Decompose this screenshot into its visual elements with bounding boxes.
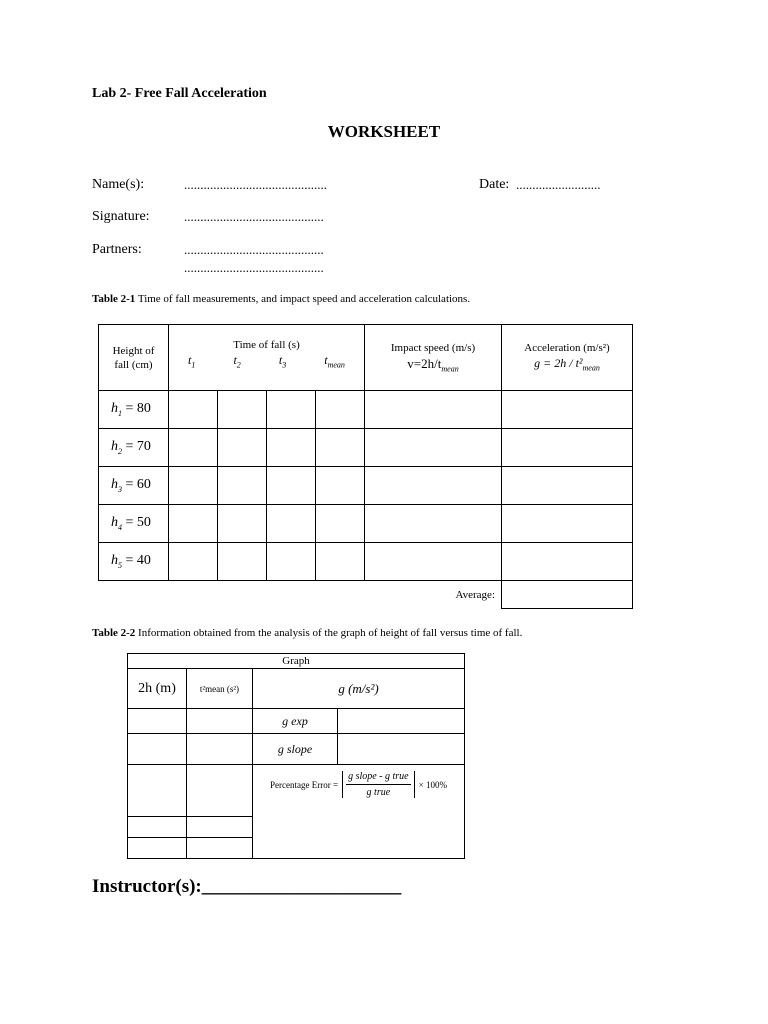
table-row — [99, 391, 633, 429]
g-exp-label: g exp — [253, 709, 338, 734]
table-row — [99, 505, 633, 543]
table-2-2 — [127, 653, 465, 859]
pe-numerator: g slope - g true — [346, 771, 411, 785]
partners-field-1[interactable]: ........................................... — [184, 242, 324, 257]
instructor-field[interactable]: _____________________ — [201, 876, 402, 897]
date-label: Date: — [479, 177, 510, 192]
cell-t2[interactable] — [218, 543, 267, 581]
g-slope-label: g slope — [253, 734, 338, 765]
cell-impact[interactable] — [365, 429, 502, 467]
cell-t3[interactable] — [267, 543, 316, 581]
lab-title: Lab 2- Free Fall Acceleration — [92, 86, 267, 101]
col-2h-header: 2h (m) — [128, 669, 187, 709]
cell-t1[interactable] — [169, 429, 218, 467]
names-field[interactable]: ............................................ — [184, 177, 327, 192]
cell-t3[interactable] — [267, 505, 316, 543]
cell-t1[interactable] — [169, 467, 218, 505]
average-label: Average: — [455, 588, 495, 601]
cell-accel[interactable] — [502, 467, 633, 505]
cell-tmean[interactable] — [316, 391, 365, 429]
cell-t2[interactable] — [218, 391, 267, 429]
cell-2h[interactable] — [128, 838, 187, 859]
cell-tmean-sq[interactable] — [187, 817, 253, 838]
pe-denominator: g true — [366, 787, 391, 798]
height-cell-4: $h_4 = 50$ — [99, 505, 169, 543]
height-cell-2: $h_2 = 70$ — [99, 429, 169, 467]
cell-t3[interactable] — [267, 467, 316, 505]
cell-tmean[interactable] — [316, 429, 365, 467]
table1-caption — [92, 293, 470, 305]
cell-accel[interactable] — [502, 391, 633, 429]
table1-caption-bold: Table 2-1 — [92, 293, 136, 305]
cell-2h[interactable] — [128, 734, 187, 765]
cell-accel[interactable] — [502, 505, 633, 543]
cell-tmean-sq[interactable] — [187, 709, 253, 734]
cell-2h[interactable] — [128, 709, 187, 734]
instructor-line — [92, 876, 401, 898]
cell-2h[interactable] — [128, 817, 187, 838]
percentage-error-cell — [253, 765, 465, 859]
cell-t2[interactable] — [218, 429, 267, 467]
height-cell-1: $h_1 = 80$ — [99, 391, 169, 429]
table-row — [99, 543, 633, 581]
cell-tmean[interactable] — [316, 505, 365, 543]
cell-impact[interactable] — [365, 505, 502, 543]
table-row — [99, 467, 633, 505]
cell-t1[interactable] — [169, 391, 218, 429]
t2-symbol: $t_2$ — [233, 353, 241, 370]
pe-times: × 100% — [418, 779, 447, 790]
col-g-header: g (m/s²) — [253, 669, 465, 709]
table-row — [99, 429, 633, 467]
table2-caption-text: Information obtained from the analysis of the graph of height of fall versus time of fall. — [138, 627, 523, 639]
table2-caption-bold: Table 2-2 — [92, 627, 136, 639]
table-2-1 — [98, 324, 633, 609]
g-exp-value[interactable] — [338, 709, 465, 734]
pe-label: Percentage Error = — [270, 779, 339, 790]
cell-impact[interactable] — [365, 391, 502, 429]
cell-accel[interactable] — [502, 543, 633, 581]
instructor-label: Instructor(s): — [92, 876, 202, 897]
cell-t2[interactable] — [218, 505, 267, 543]
worksheet-title: WORKSHEET — [327, 122, 441, 141]
cell-tmean-sq[interactable] — [187, 838, 253, 859]
cell-t1[interactable] — [169, 543, 218, 581]
average-cell[interactable] — [502, 581, 633, 609]
cell-t1[interactable] — [169, 505, 218, 543]
names-label: Name(s): — [92, 177, 145, 192]
partners-field-2[interactable]: ........................................... — [184, 260, 324, 275]
tmean-symbol: $t_{mean}$ — [324, 353, 345, 370]
cell-tmean[interactable] — [316, 467, 365, 505]
signature-field[interactable]: ........................................... — [184, 209, 324, 224]
pe-fraction — [342, 771, 415, 798]
table1-caption-text: Time of fall measurements, and impact speed and acceleration calculations. — [137, 293, 471, 305]
col-tmean-header: t²mean (s²) — [187, 669, 253, 709]
t1-symbol: $t_1$ — [188, 353, 196, 370]
cell-accel[interactable] — [502, 429, 633, 467]
cell-impact[interactable] — [365, 467, 502, 505]
cell-t2[interactable] — [218, 467, 267, 505]
col-time-header: Time of fall (s) $t_1$ $t_2$ $t_3$ $t_{mean}$ — [169, 325, 365, 391]
g-slope-value[interactable] — [338, 734, 465, 765]
date-field[interactable]: .......................... — [516, 177, 601, 192]
col-impact-header: Impact speed (m/s) $v=2h/t_{mean}$ — [365, 325, 502, 391]
cell-t3[interactable] — [267, 429, 316, 467]
table2-caption — [92, 627, 522, 639]
cell-tmean-sq[interactable] — [187, 734, 253, 765]
t3-symbol: $t_3$ — [278, 353, 287, 370]
height-cell-3: $h_3 = 60$ — [99, 467, 169, 505]
col-accel-header: Acceleration (m/s²) $g = 2h / t^2_{mean}$ — [502, 325, 633, 391]
partners-label: Partners: — [92, 242, 142, 257]
height-cell-5: $h_5 = 40$ — [99, 543, 169, 581]
cell-t3[interactable] — [267, 391, 316, 429]
cell-impact[interactable] — [365, 543, 502, 581]
cell-2h[interactable] — [128, 765, 187, 817]
signature-label: Signature: — [92, 209, 150, 224]
cell-tmean[interactable] — [316, 543, 365, 581]
graph-header: Graph — [128, 654, 465, 669]
cell-tmean-sq[interactable] — [187, 765, 253, 817]
col-height-header: Height of fall (cm) — [99, 325, 169, 391]
